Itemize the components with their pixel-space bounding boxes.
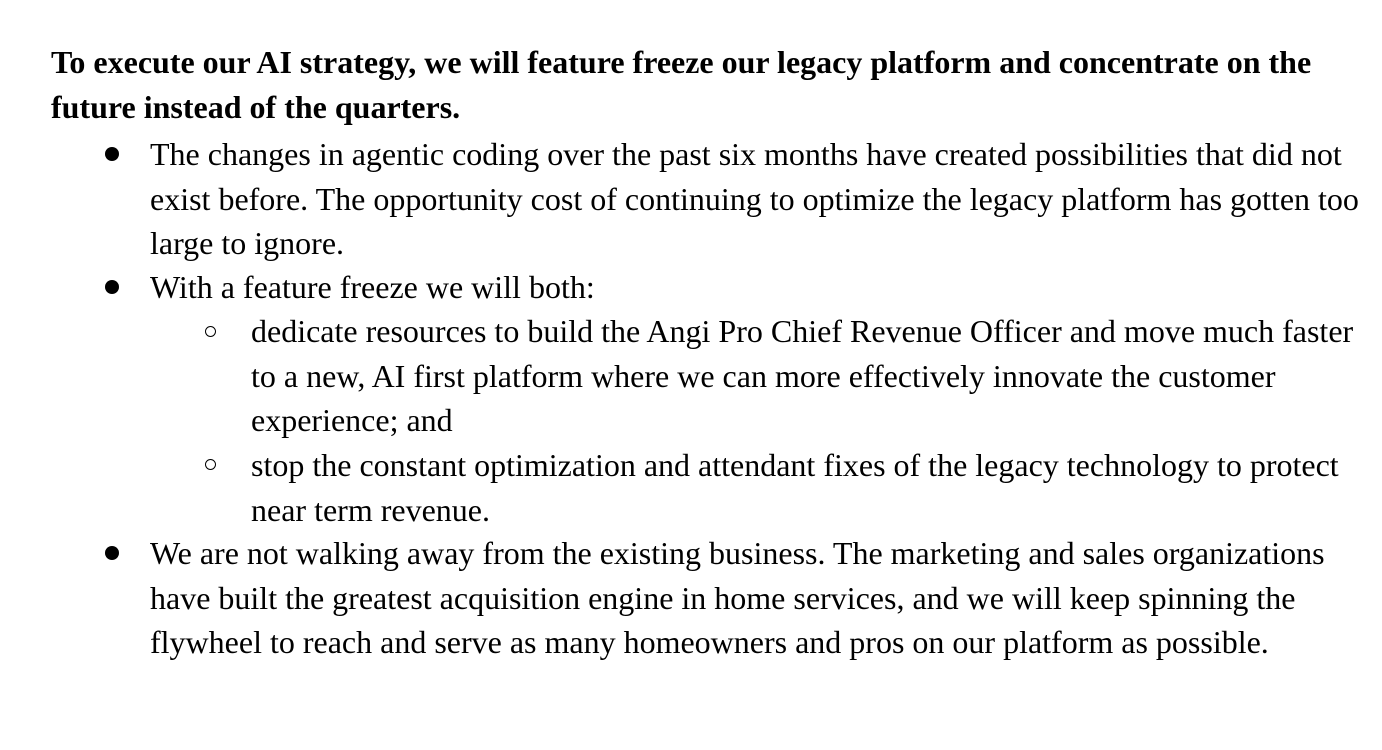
bullet-disc-icon	[105, 546, 119, 560]
sub-item-1: dedicate resources to build the Angi Pro Chief Revenue Officer and move much faster to a new, AI first platform where we can more effectively innovate the customer experience; and	[251, 313, 1354, 438]
bullet-item-2: With a feature freeze we will both:	[150, 269, 595, 305]
sub-item-2: stop the constant optimization and attendant fixes of the legacy technology to protect near term revenue.	[251, 447, 1339, 528]
section-heading: To execute our AI strategy, we will feature freeze our legacy platform and concentrate on the future instead of the quarters.	[51, 44, 1312, 125]
sub-bullet-circle-icon	[205, 326, 216, 337]
bullet-disc-icon	[105, 280, 119, 294]
bullet-item-3: We are not walking away from the existing business. The marketing and sales organizations have built the greatest acquisition engine in home services, and we will keep spinning the flywheel to reach and serve as many homeowners and pros on our platform as possible.	[150, 535, 1325, 660]
sub-bullet-circle-icon	[205, 459, 216, 470]
bullet-disc-icon	[105, 147, 119, 161]
bullet-item-1: The changes in agentic coding over the past six months have created possibilities that did not exist before. The opportunity cost of continuing to optimize the legacy platform has gotten too large to ignore.	[150, 136, 1359, 261]
